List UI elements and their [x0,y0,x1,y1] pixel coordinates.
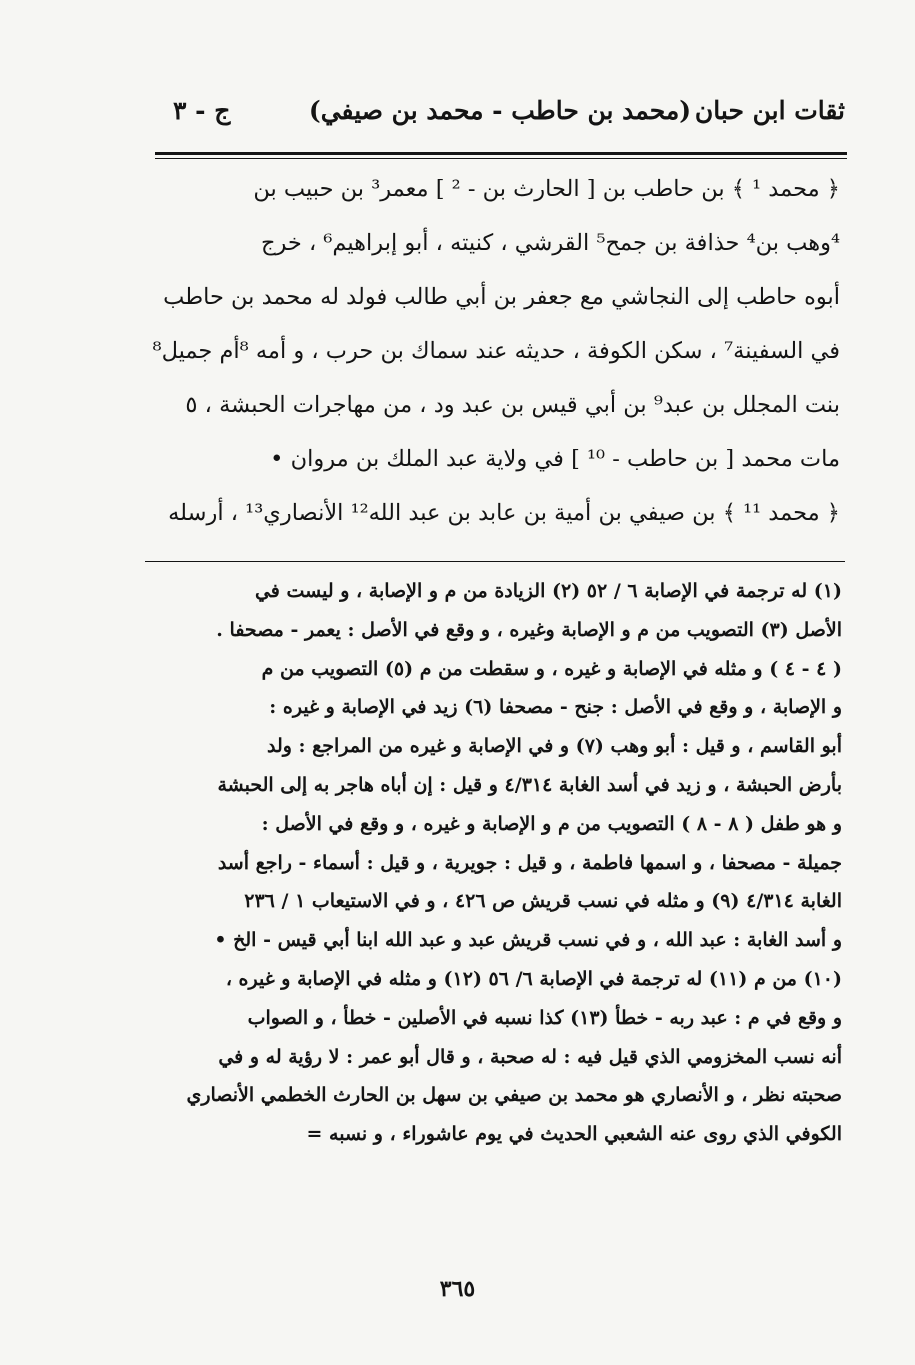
body-line: مات محمد [ بن حاطب - ¹⁰ ] في ولاية عبد الملك بن مروان • [270,446,840,472]
footnote-separator [145,561,845,562]
footnote-line: (١) له ترجمة في الإصابة ٦ / ٥٢ (٢) الزيادة من م و الإصابة ، و ليست في [254,580,842,602]
footnote-line: الكوفي الذي روى عنه الشعبي الحديث في يوم عاشوراء ، و نسبه = [306,1123,842,1146]
body-line: ﴿ محمد ¹¹ ﴾ بن صيفي بن أمية بن عابد بن عبد الله¹² الأنصاري¹³ ، أرسله [168,500,840,526]
entry-range: (محمد بن حاطب - محمد بن صيفي) [308,96,692,125]
footnote-line: بأرض الحبشة ، و زيد في أسد الغابة ٤/٣١٤ و قيل : إن أباه هاجر به إلى الحبشة [217,773,842,796]
footnote-line: أبو القاسم ، و قيل : أبو وهب (٧) و في الإصابة و غيره من المراجع : ولد [267,735,842,758]
footnote-line: ( ٤ - ٤ ) و مثله في الإصابة و غيره ، و سقطت من م (٥) التصويب من م [261,657,842,680]
footnote-line: و الإصابة ، و وقع في الأصل : جنح - مصحفا (٦) زيد في الإصابة و غيره : [269,696,842,719]
footnote-line: أنه نسب المخزومي الذي قيل فيه : له صحبة ، و قال أبو عمر : لا رؤية له و في [218,1045,842,1068]
footnote-line: جميلة - مصحفا ، و اسمها فاطمة ، و قيل : جويرية ، و قيل : أسماء - راجع أسد [217,851,842,874]
footnote-line: الغابة ٤/٣١٤ (٩) و مثله في نسب قريش ص ٤٢٦ ، و في الاستيعاب ١ / ٢٣٦ [244,890,842,913]
header-rule-thin [155,158,847,159]
footnote-line: (١٠) من م (١١) له ترجمة في الإصابة ٦/ ٥٦ (١٢) و مثله في الإصابة و غيره ، [225,967,842,990]
footnote-line: و هو طفل ( ٨ - ٨ ) التصويب من م و الإصابة و غيره ، و وقع في الأصل : [261,812,842,835]
header-rule-thick [155,152,847,155]
footnotes [152,572,842,1154]
main-text [152,162,840,540]
running-header [155,92,845,140]
body-line: ﴿ محمد ¹ ﴾ بن حاطب بن [ الحارث بن - ² ] معمر³ بن حبيب بن [253,176,840,202]
book-title: ثقات ابن حبان [694,96,845,125]
footnote-line: و أسد الغابة : عبد الله ، و في نسب قريش عبد و عبد الله ابنا أبي قيس - الخ • [214,929,842,952]
page-number: ٣٦٥ [439,1276,476,1302]
body-line: أبوه حاطب إلى النجاشي مع جعفر بن أبي طالب فولد له محمد بن حاطب [163,284,840,310]
footnote-line: و وقع في م : عبد ربه - خطأ (١٣) كذا نسبه في الأصلين - خطأ ، و الصواب [247,1006,842,1029]
footnote-line: صحبته نظر ، و الأنصاري هو محمد بن صيفي بن سهل بن الحارث الخطمي الأنصاري [186,1084,842,1107]
body-line: ⁴وهب بن⁴ حذافة بن جمح⁵ القرشي ، كنيته ، أبو إبراهيم⁶ ، خرج [260,230,840,256]
body-line: في السفينة⁷ ، سكن الكوفة ، حديثه عند سماك بن حرب ، و أمه ⁸أم جميل⁸ [152,338,840,364]
volume-number: ج - ٣ [173,96,231,125]
body-line: بنت المجلل بن عبد⁹ بن أبي قيس بن عبد ود ، من مهاجرات الحبشة ، ٥ [185,392,840,418]
footnote-line: الأصل (٣) التصويب من م و الإصابة وغيره ، و وقع في الأصل : يعمر - مصحفا . [216,618,842,641]
